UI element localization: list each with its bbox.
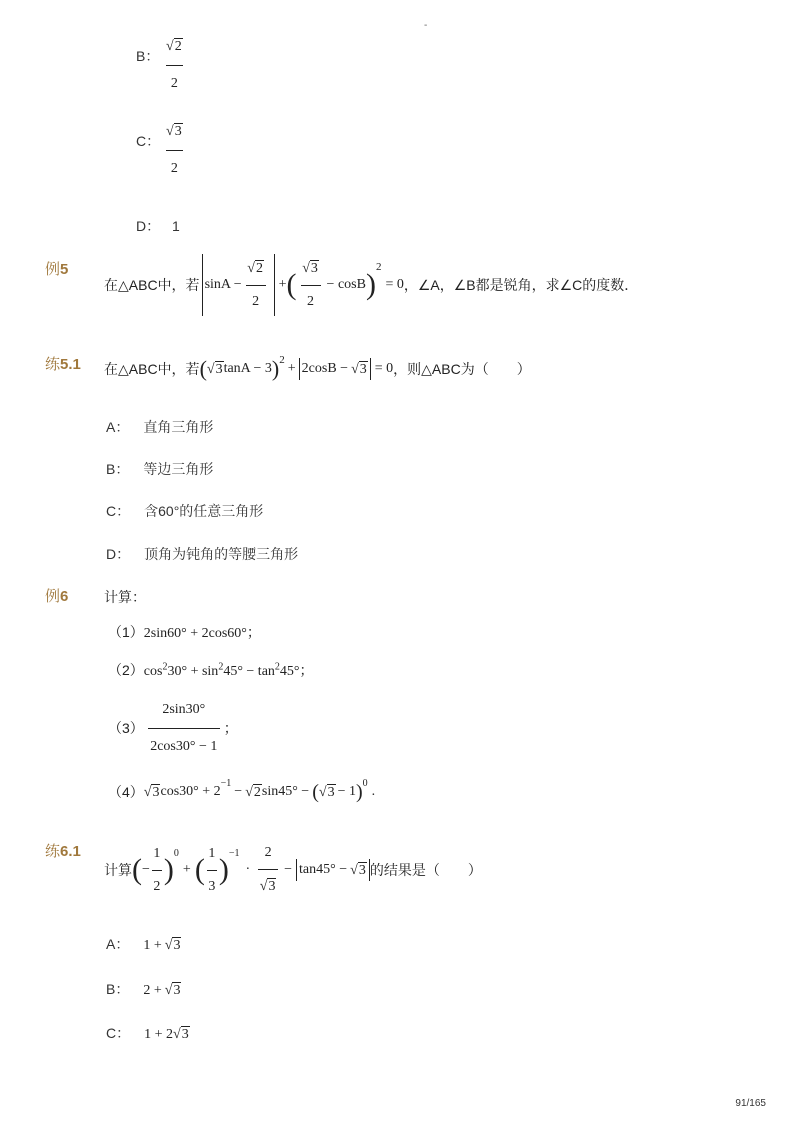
option-label: C： bbox=[136, 133, 161, 149]
option-text: 含60°的任意三角形 bbox=[144, 503, 264, 519]
example-6-q1: （1）2sin60° + 2cos60°； bbox=[108, 624, 261, 641]
option-text: 2 + bbox=[143, 983, 162, 998]
option-b[interactable] bbox=[106, 459, 213, 479]
practice-5-1-question: 在△ABC中，若 ( √3 tanA − 3 ) 2 + 2cosB − √3 = 0 ，则△ABC为（ ） bbox=[104, 354, 531, 381]
option-text: 直角三角形 bbox=[143, 419, 214, 435]
option-text: 1 + bbox=[143, 938, 162, 953]
option-text: 等边三角形 bbox=[143, 461, 214, 477]
option-a-6-1[interactable] bbox=[106, 934, 181, 954]
example-5-question: 在△ABC中，若 sinA − $\frac{√2}{2}$ + ( $\frac{√3}{2}$ − cosB ) 2 = 0 ，∠A，∠B都是锐角，求∠C的度数． bbox=[104, 253, 638, 317]
option-radical: √3 bbox=[173, 1027, 189, 1042]
option-b-6-1[interactable] bbox=[106, 979, 181, 999]
option-c[interactable] bbox=[106, 501, 263, 521]
option-b-prev[interactable] bbox=[136, 46, 159, 66]
page-number: 91/165 bbox=[735, 1098, 766, 1109]
option-label: C： bbox=[106, 503, 131, 519]
option-label: C： bbox=[106, 1025, 131, 1041]
option-label: B： bbox=[106, 981, 130, 997]
option-c-prev[interactable] bbox=[136, 131, 160, 151]
practice-5-1-tag: 练5.1 bbox=[45, 356, 81, 373]
option-value: 1 bbox=[172, 218, 180, 234]
example-6-q4: （4） √3 cos30° + 2 −1 − √2 sin45° − ( √3 − 1 ) 0 . bbox=[108, 778, 376, 803]
option-d-prev[interactable] bbox=[136, 216, 180, 236]
option-a[interactable] bbox=[106, 417, 213, 437]
option-radical: √3 bbox=[164, 983, 181, 998]
example-6-q2: $(2)\cos^230^\circ + \sin^245^\circ - \tan^245^\circ$； bbox=[108, 661, 314, 679]
example-6-tag: 例6 bbox=[45, 588, 69, 605]
practice-6-1-question: 计算 ( − $\frac{1}{2}$ ) 0 + ( $\frac{1}{3}$ ) −1 · $\frac{2}{√3}$ − tan45° − √3 的结果是（ ） bbox=[104, 845, 482, 894]
example-6-q3: （3） $\frac{2\sin 30^\circ}{2\cos 30^\circ - 1}$ ； bbox=[108, 701, 238, 754]
option-d[interactable] bbox=[106, 544, 298, 564]
option-label: B： bbox=[106, 461, 130, 477]
practice-6-1-tag: 练6.1 bbox=[45, 843, 81, 860]
option-text: 顶角为钝角的等腰三角形 bbox=[144, 546, 299, 562]
option-label: D： bbox=[106, 546, 131, 562]
option-c-6-1[interactable] bbox=[106, 1023, 190, 1043]
option-label: D： bbox=[136, 218, 161, 234]
example-5-tag: 例5 bbox=[45, 261, 69, 278]
option-radical: √3 bbox=[164, 938, 181, 953]
option-c-prev-fraction: √3 2 bbox=[166, 124, 182, 176]
example-6-lead: 计算： bbox=[104, 589, 146, 605]
option-label: A： bbox=[106, 419, 130, 435]
option-text: 1 + 2 bbox=[144, 1027, 174, 1042]
option-label: B： bbox=[136, 48, 160, 64]
option-label: A： bbox=[106, 936, 130, 952]
option-b-prev-fraction: √2 2 bbox=[166, 39, 182, 91]
header-mark: - bbox=[424, 20, 428, 31]
